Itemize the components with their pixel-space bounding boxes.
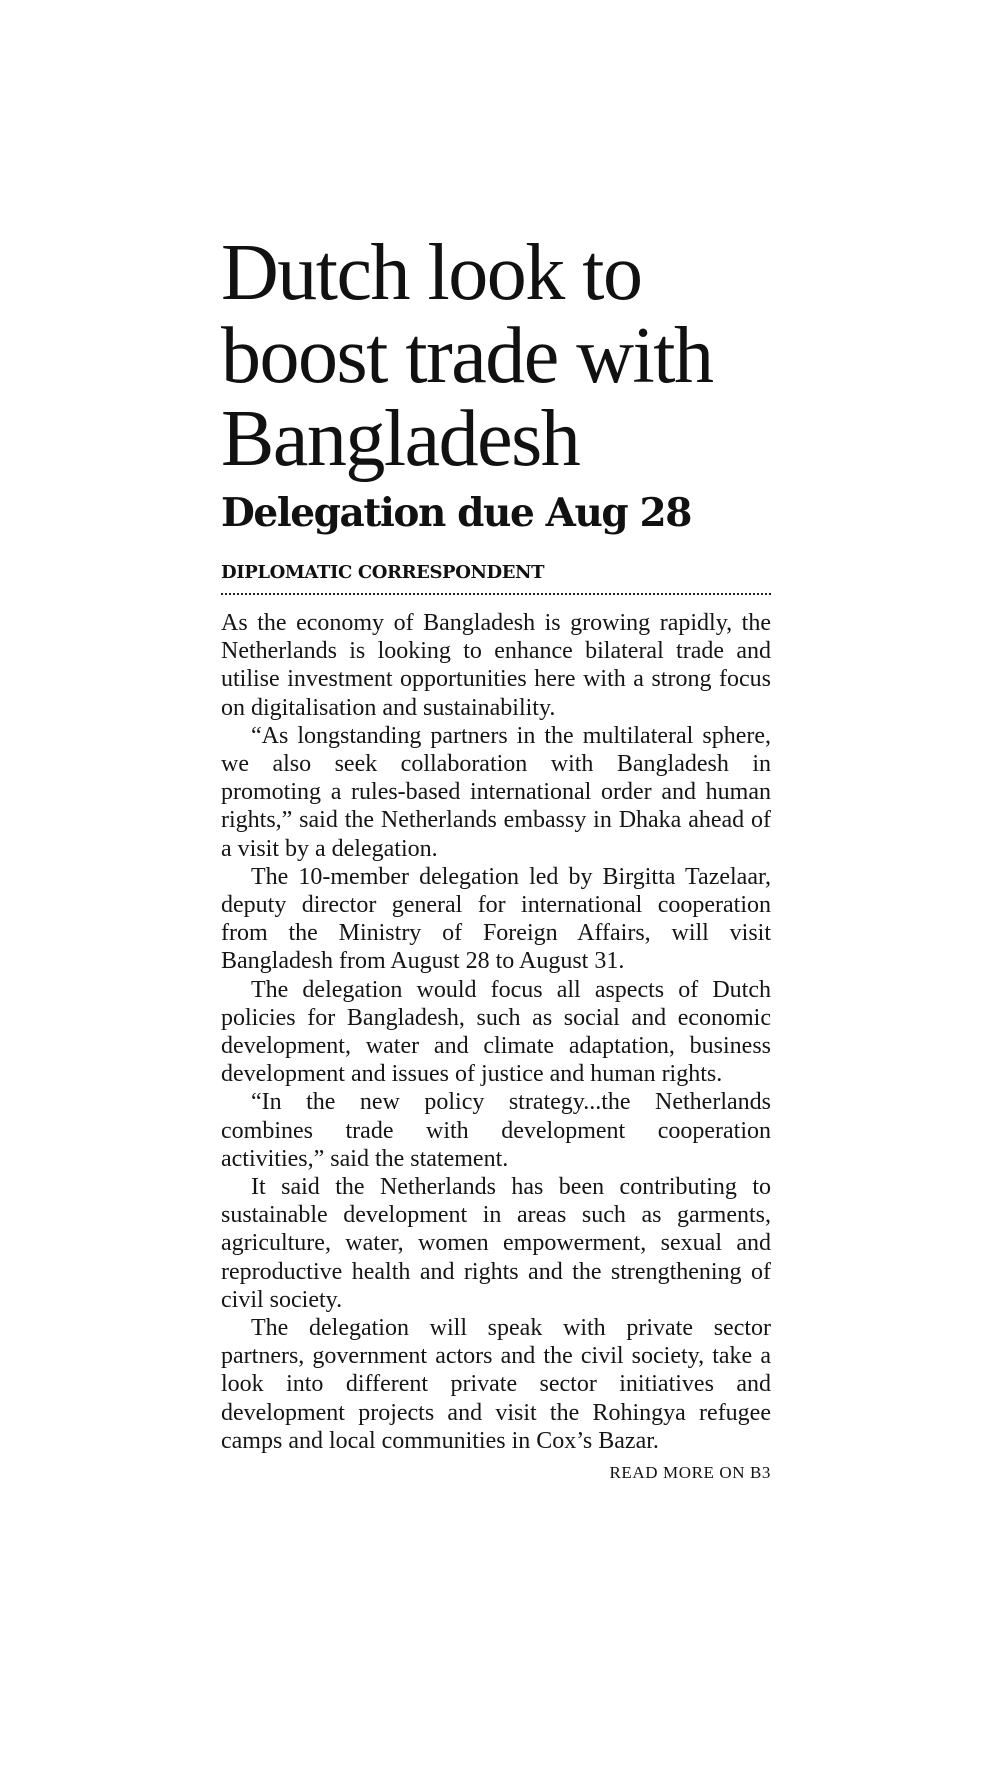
news-article <box>221 229 771 1483</box>
paragraph: It said the Netherlands has been contributing to sustainable development in areas such as garments, agriculture, water, women empowerment, sexual and reproductive health and rights and the strengthening of civil society. <box>221 1174 771 1313</box>
byline: DIPLOMATIC CORRESPONDENT <box>221 561 771 595</box>
paragraph: The delegation will speak with private sector partners, government actors and the civil society, take a look into different private sector initiatives and development projects and visit the Rohingya refugee camps and local communities in Cox’s Bazar. <box>221 1315 771 1454</box>
read-more-link[interactable]: READ MORE ON B3 <box>609 1463 771 1483</box>
paragraph: As the economy of Bangladesh is growing rapidly, the Netherlands is looking to enhance bilateral trade and utilise investment opportunities here with a strong focus on digitalisation and sustainability. <box>221 610 771 721</box>
paragraph: The delegation would focus all aspects of Dutch policies for Bangladesh, such as social and economic development, water and climate adaptation, business development and issues of justice and human rights. <box>221 976 771 1088</box>
paragraph: “In the new policy strategy...the Netherlands combines trade with development cooperation activities,” said the statement. <box>221 1089 771 1172</box>
headline: Dutch look to boost trade with Bangladesh <box>221 229 713 483</box>
paragraph: The 10-member delegation led by Birgitta Tazelaar, deputy director general for international cooperation from the Ministry of Foreign Affairs, will visit Bangladesh from August 28 to August 31. <box>221 863 771 975</box>
paragraph: “As longstanding partners in the multilateral sphere, we also seek collaboration with Bangladesh in promoting a rules-based international order and human rights,” said the Netherlands embassy in Dhaka ahead of a visit by a delegation. <box>221 722 771 862</box>
subheadline: Delegation due Aug 28 <box>221 490 691 536</box>
article-body <box>221 609 771 1455</box>
